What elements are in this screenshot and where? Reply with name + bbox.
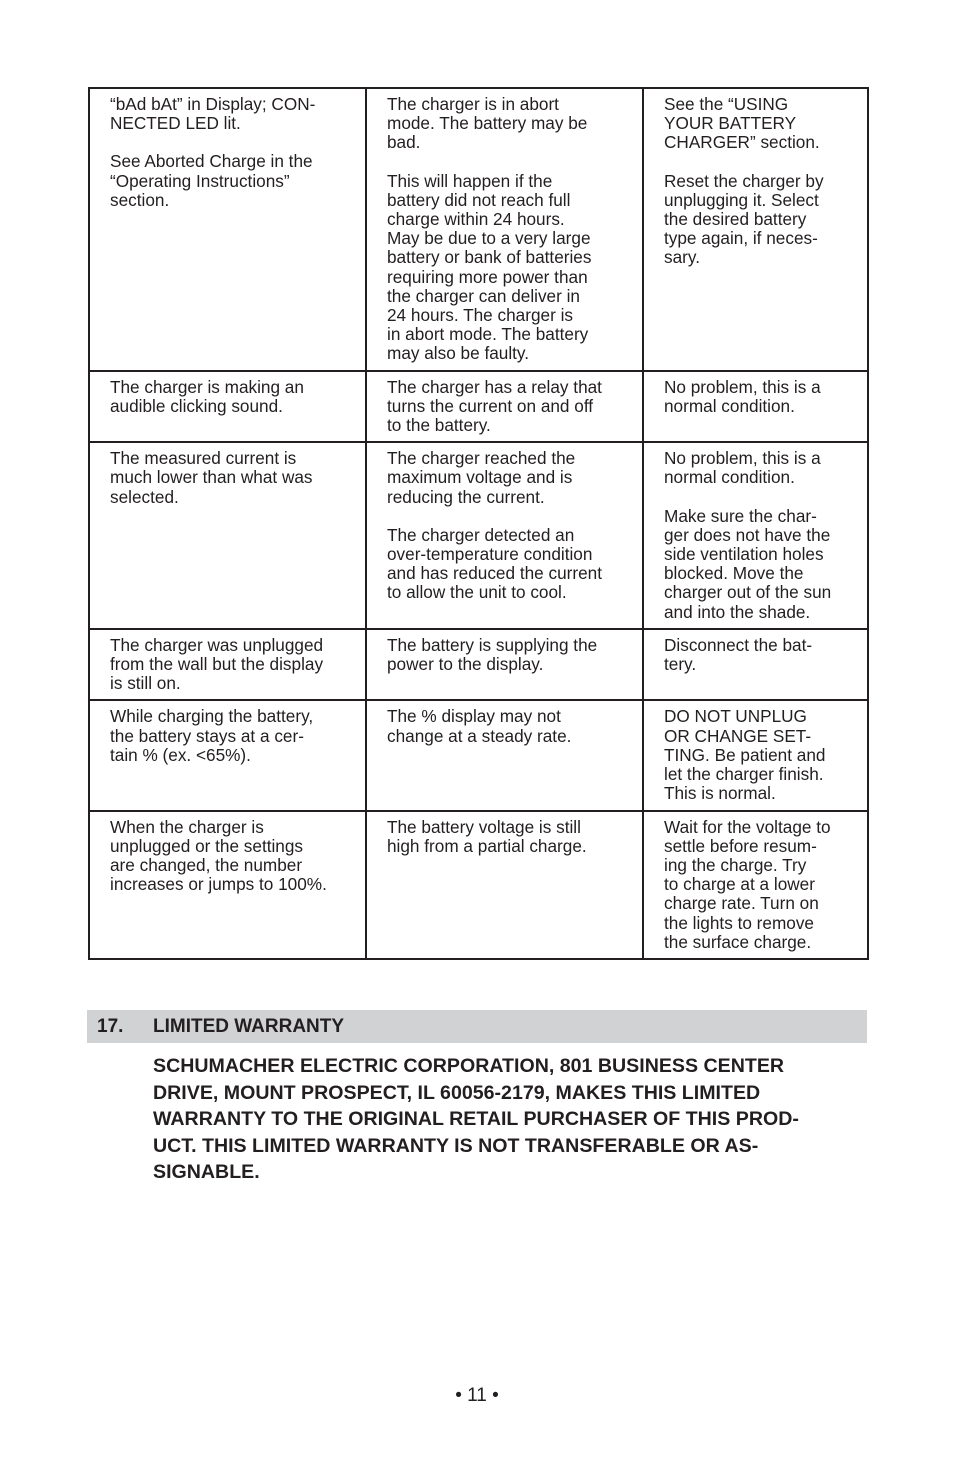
cause-cell xyxy=(366,811,643,959)
solution-cell xyxy=(643,442,868,629)
cause-cell xyxy=(366,88,643,371)
cause-text: The % display may not change at a steady rate. xyxy=(387,706,572,746)
table-row xyxy=(89,629,868,701)
problem-text: While charging the battery, the battery stays at a cer- tain % (ex. <65%). xyxy=(110,706,314,765)
table-row xyxy=(89,88,868,371)
problem-cell xyxy=(89,700,366,810)
cause-text: The battery voltage is still high from a partial charge. xyxy=(387,816,587,856)
page-number: • 11 • xyxy=(455,1385,499,1406)
cause-text: This will happen if the battery did not reach full charge within 24 hours. May be due to a very large battery or bank of batteries requiring more power than the charger can deliver in 24 hours. The charger is in abort mode. The battery may also be faulty. xyxy=(387,170,592,364)
section-header-bar xyxy=(87,1010,867,1043)
problem-text: The charger was unplugged from the wall but the display is still on. xyxy=(110,634,324,694)
table-row xyxy=(89,371,868,443)
cause-cell xyxy=(366,442,643,629)
solution-cell xyxy=(643,700,868,810)
solution-cell xyxy=(643,629,868,701)
table-row xyxy=(89,700,868,810)
table-row xyxy=(89,442,868,629)
section-number: 17. xyxy=(97,1016,124,1037)
cause-text: The charger detected an over-temperature condition and has reduced the current to allow the unit to cool. xyxy=(387,524,602,603)
solution-text: Wait for the voltage to settle before resum- ing the charge. Try to charge at a lower charge rate. Turn on the lights to remove the surface charge. xyxy=(664,816,831,952)
solution-text: No problem, this is a normal condition. xyxy=(664,448,821,488)
problem-cell xyxy=(89,811,366,959)
solution-text: Reset the charger by unplugging it. Select the desired battery type again, if neces- sary. xyxy=(664,170,824,268)
solution-text: DO NOT UNPLUG OR CHANGE SET- TING. Be patient and let the charger finish. This is normal. xyxy=(664,706,826,804)
problem-text: The measured current is much lower than what was selected. xyxy=(110,448,313,507)
warranty-statement: SCHUMACHER ELECTRIC CORPORATION, 801 BUSINESS CENTER DRIVE, MOUNT PROSPECT, IL 60056-2179, MAKES THIS LIMITED WARRANTY TO THE ORIGINAL RETAIL PURCHASER OF THIS PROD- UCT. THIS LIMITED WARRANTY IS NOT TRANSFERABLE OR AS- SIGNABLE. xyxy=(153,1055,799,1183)
table-row xyxy=(89,811,868,959)
solution-text: Make sure the char- ger does not have the side ventilation holes blocked. Move the charger out of the sun and into the shade. xyxy=(664,505,832,622)
cause-cell xyxy=(366,700,643,810)
problem-text: “bAd bAt” in Display; CON- NECTED LED lit. xyxy=(110,94,316,134)
solution-cell xyxy=(643,811,868,959)
cause-text: The battery is supplying the power to the display. xyxy=(387,634,598,675)
section-title: LIMITED WARRANTY xyxy=(153,1016,345,1037)
problem-text: The charger is making an audible clicking sound. xyxy=(110,376,304,416)
cause-text: The charger reached the maximum voltage and is reducing the current. xyxy=(387,448,576,507)
cause-cell xyxy=(366,371,643,443)
cause-text: The charger has a relay that turns the current on and off to the battery. xyxy=(387,376,602,436)
problem-cell xyxy=(89,629,366,701)
problem-cell xyxy=(89,442,366,629)
solution-text: No problem, this is a normal condition. xyxy=(664,376,821,416)
problem-cell xyxy=(89,371,366,443)
solution-text: Disconnect the bat- tery. xyxy=(664,634,813,675)
cause-cell xyxy=(366,629,643,701)
problem-text: When the charger is unplugged or the settings are changed, the number increases or jumps to 100%. xyxy=(110,816,327,895)
solution-cell xyxy=(643,88,868,371)
solution-cell xyxy=(643,371,868,443)
solution-text: See the “USING YOUR BATTERY CHARGER” section. xyxy=(664,94,820,153)
problem-cell xyxy=(89,88,366,371)
problem-text: See Aborted Charge in the “Operating Instructions” section. xyxy=(110,151,313,210)
cause-text: The charger is in abort mode. The battery may be bad. xyxy=(387,94,588,153)
troubleshooting-table xyxy=(88,87,869,960)
